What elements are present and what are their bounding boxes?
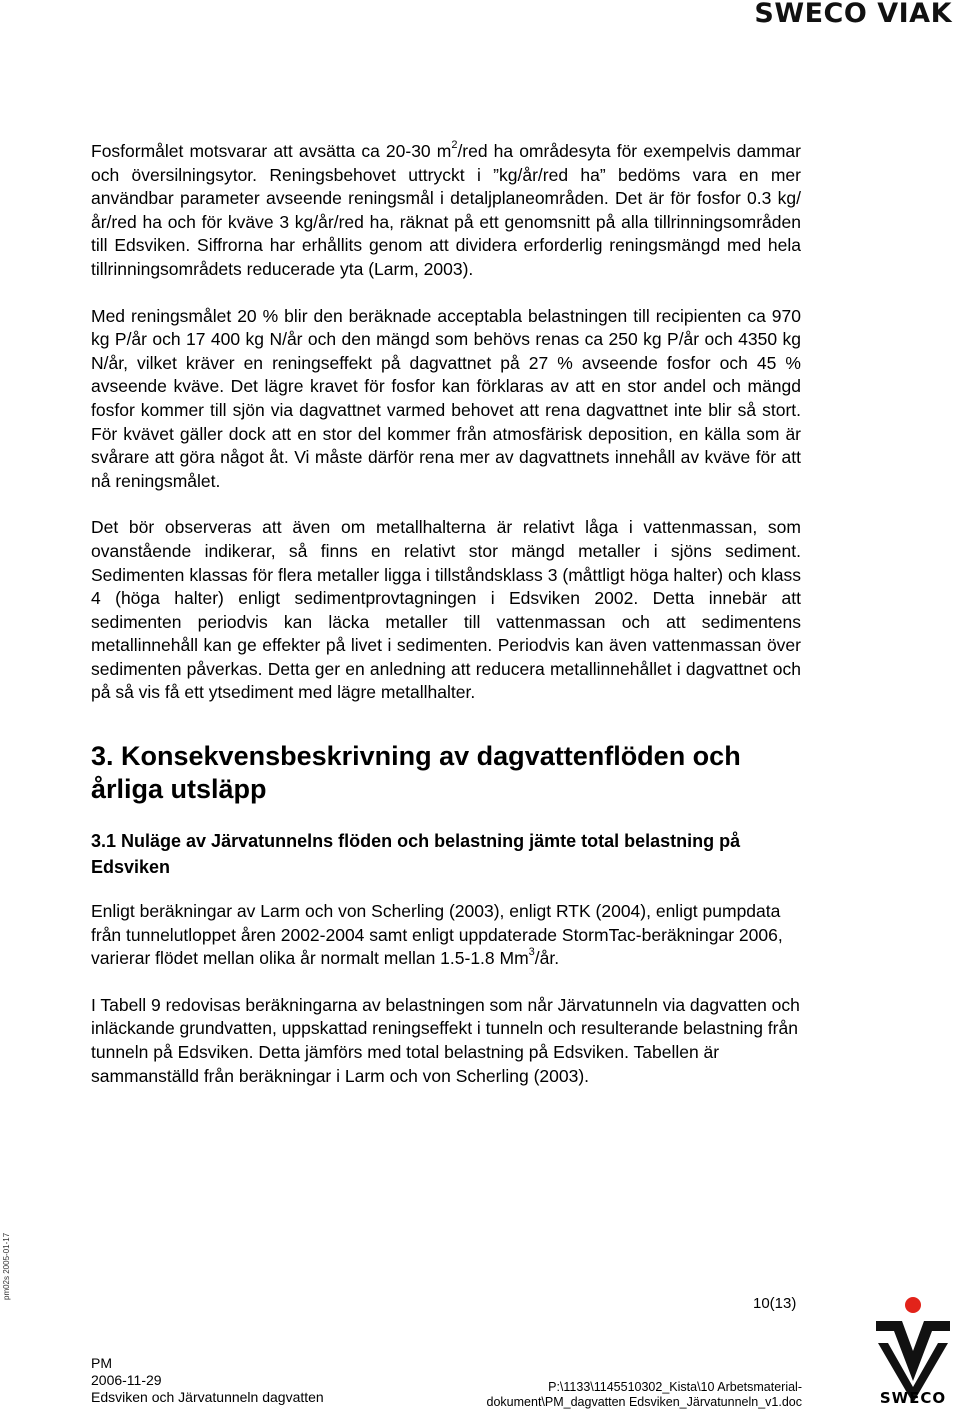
brand-header: SWECO VIAK [754,0,952,29]
footer-meta [91,1355,324,1406]
footer-doc-title: Edsviken och Järvatunneln dagvatten [91,1389,324,1405]
margin-vertical-text: pm02s 2005-01-17 [2,1232,11,1300]
footer-path-line1: P:\1133\1145510302_Kista\10 Arbetsmaterial- [548,1380,802,1394]
p1-text-b: /red ha områdesyta för exempelvis dammar och översilningsytor. Reningsbehovet uttryckt i ”kg/år/red ha” bedöms vara en mer användbar parameter avseende reningsmål i detaljplaneområden. Det är för fosfor 0.3 kg/år/red ha och för kväve 3 kg/år/red ha, räknat på ett genomsnitt på alla tillrinningsområden till Edsviken. Siffrorna har erhållits genom att dividera erforderlig reningsmängd med hela tillrinningsområdets reducerade yta (Larm, 2003). [91,141,801,279]
logo-wordmark: SWECO [879,1389,947,1407]
paragraph-reningsmal: Med reningsmålet 20 % blir den beräknade acceptabla belastningen till recipienten ca 970 kg P/år och 17 400 kg N/år och den mängd som behövs renas ca 250 kg P/år och 4350 kg N/år, vilket kräver en reningseffekt på dagvattnet på 27 % avseende fosfor och 45 % avseende kväve. Det lägre kravet för fosfor kan förklaras av att en stor andel och mängd fosfor kommer till sjön via dagvattnet varmed behovet att rena dagvattnet inte blir så stort. För kvävet gäller dock att en stor del kommer från atmosfärisk deposition, en källa som är svårare att göra något åt. Vi måste därför rena mer av dagvattnets innehåll av kväve för att nå reningsmålet. [91,305,801,491]
section-heading-3: 3. Konsekvensbeskrivning av dagvattenflöden och årliga utsläpp [91,741,741,805]
p4-text-b: /år. [534,948,560,969]
p4-text-a: Enligt beräkningar av Larm och von Scherling (2003), enligt RTK (2004), enligt pumpdata från tunnelutloppet åren 2002-2004 samt enligt uppdaterade StormTac-beräkningar 2006, varierar flödet mellan olika år normalt mellan 1.5-1.8 Mm [91,901,783,969]
footer-date: 2006-11-29 [91,1372,162,1388]
p1-superscript: 2 [451,139,458,152]
paragraph-fosformal [91,140,801,282]
p4-superscript: 3 [528,946,535,959]
paragraph-flode [91,900,801,971]
paragraph-metaller: Det bör observeras att även om metallhalterna är relativt låga i vattenmassan, som ovanstående indikerar, så finns en relativt stor mängd metaller i sjöns sediment. Sedimenten klassas för flera metaller ligga i tillståndsklass 3 (måttligt höga halter) och klass 4 (höga halter) enligt sedimentprovtagningen i Edsviken 2002. Detta innebär att sedimenten periodvis kan läcka metaller till vattenmassan och att sedimentens metallinnehåll kan ge effekter på livet i sedimenten. Periodvis kan även vattenmassan över sedimenten påverkas. Detta ger en anledning att reducera metallinnehållet i dagvattnet och på så vis få ett ytsediment med lägre metallhalter. [91,517,801,703]
page-number: 10(13) [753,1295,797,1312]
paragraph-tabell: I Tabell 9 redovisas beräkningarna av belastningen som når Järvatunneln via dagvatten och inläckande grundvatten, uppskattad reningseffekt i tunneln och resulterande belastning från tunneln på Edsviken. Detta jämförs med total belastning på Edsviken. Tabellen är sammanställd från beräkningar i Larm och von Scherling (2003). [91,994,800,1086]
footer-path-line2: dokument\PM_dagvatten Edsviken_Järvatunneln_v1.doc [486,1395,802,1409]
document-body [91,140,801,1111]
subsection-heading-3-1: 3.1 Nuläge av Järvatunnelns flöden och belastning jämte total belastning på Edsviken [91,831,741,878]
footer-author: PM [91,1355,112,1371]
footer-file-path [450,1380,802,1410]
p1-text-a: Fosformålet motsvarar att avsätta ca 20-30 m [91,141,452,161]
logo-red-dot [905,1297,921,1313]
